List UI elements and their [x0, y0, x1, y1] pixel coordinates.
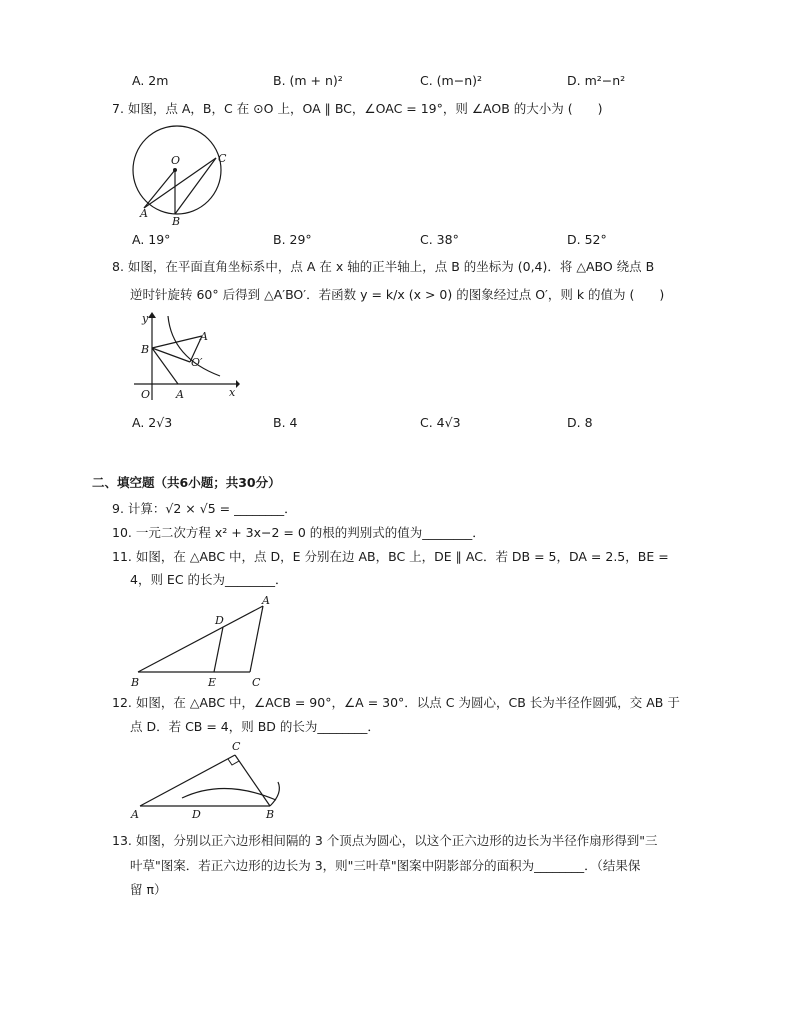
q13-line3: 留 π）	[130, 882, 167, 897]
q8-option-b: B. 4	[273, 415, 298, 430]
q12-line2: 点 D．若 CB = 4，则 BD 的长为________．	[130, 719, 380, 734]
q8-label-o: O	[141, 388, 151, 401]
q11-line1: 11. 如图，在 △ABC 中，点 D，E 分别在边 AB，BC 上，DE ∥ AC．若 DB = 5，DA = 2.5，BE =	[112, 549, 669, 564]
q8-label-b: B	[141, 343, 150, 356]
q13-line2: 叶草"图案．若正六边形的边长为 3，则"三叶草"图案中阴影部分的面积为________．（结果保	[130, 858, 641, 873]
q7-label-c: C	[218, 152, 227, 165]
q8-option-a: A. 2√3	[132, 415, 173, 430]
q8-label-a-top: A	[200, 330, 208, 343]
q12-triangle-figure	[128, 738, 288, 824]
q10-text: 10. 一元二次方程 x² + 3x−2 = 0 的根的判别式的值为________．	[112, 525, 485, 540]
q8-label-a-bottom: A	[176, 388, 184, 401]
q7-option-a: A. 19°	[132, 232, 171, 247]
q11-label-c: C	[252, 676, 261, 689]
q12-label-d: D	[192, 808, 201, 821]
q12-line1: 12. 如图，在 △ABC 中，∠ACB = 90°，∠A = 30°．以点 C 为圆心，CB 长为半径作圆弧，交 AB 于	[112, 695, 680, 710]
q7-option-d: D. 52°	[567, 232, 607, 247]
q8-label-o-prime: O′	[191, 356, 203, 369]
q8-option-c: C. 4√3	[420, 415, 461, 430]
q7-label-a: A	[140, 207, 148, 220]
q6-option-c: C. (m−n)²	[420, 73, 483, 88]
q7-label-o: O	[171, 154, 181, 167]
q11-label-d: D	[215, 614, 224, 627]
q11-label-e: E	[208, 676, 217, 689]
q11-label-a: A	[262, 594, 270, 607]
q11-triangle-figure	[128, 592, 278, 690]
q12-label-a: A	[131, 808, 139, 821]
q6-option-b: B. (m + n)²	[273, 73, 343, 88]
q7-circle-figure	[122, 124, 234, 228]
q11-line2: 4，则 EC 的长为________．	[130, 572, 288, 587]
q8-stem-line2: 逆时针旋转 60° 后得到 △A′BO′．若函数 y = k/x (x > 0) 的图象经过点 O′，则 k 的值为 ( )	[130, 287, 665, 302]
q8-stem-line1: 8. 如图，在平面直角坐标系中，点 A 在 x 轴的正半轴上，点 B 的坐标为 (0,4)．将 △ABO 绕点 B	[112, 259, 655, 274]
q9-text: 9. 计算：√2 × √5 = ________．	[112, 501, 297, 516]
q8-label-x: x	[229, 386, 236, 399]
q8-option-d: D. 8	[567, 415, 593, 430]
q8-coordinate-figure	[130, 310, 242, 402]
q8-label-y: y	[142, 312, 149, 325]
q13-line1: 13. 如图，分别以正六边形相间隔的 3 个顶点为圆心，以这个正六边形的边长为半径作扇形得到"三	[112, 833, 658, 848]
q12-label-c: C	[232, 740, 241, 753]
q6-option-a: A. 2m	[132, 73, 169, 88]
q6-option-d: D. m²−n²	[567, 73, 626, 88]
q7-stem: 7. 如图，点 A，B，C 在 ⊙O 上，OA ∥ BC，∠OAC = 19°，则 ∠AOB 的大小为 ( )	[112, 101, 603, 116]
q7-option-b: B. 29°	[273, 232, 312, 247]
q7-label-b: B	[172, 215, 181, 228]
q7-option-c: C. 38°	[420, 232, 459, 247]
q11-label-b: B	[131, 676, 140, 689]
q12-label-b: B	[266, 808, 275, 821]
section-2-title: 二、填空题（共6小题；共30分）	[92, 475, 281, 490]
